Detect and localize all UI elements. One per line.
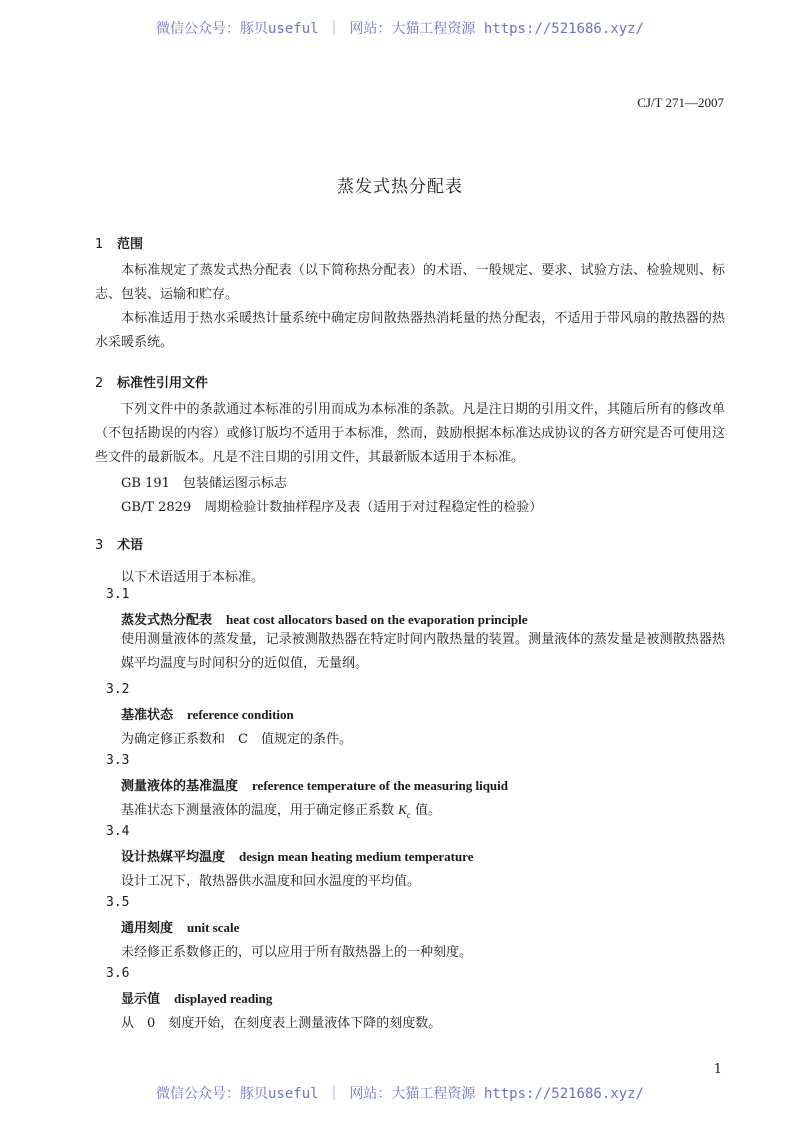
section-number: 2 [95, 376, 104, 391]
term-definition: 设计工况下，散热器供水温度和回水温度的平均值。 [121, 874, 421, 889]
symbol-k: K [398, 802, 407, 817]
section-title: 标准性引用文件 [117, 376, 209, 391]
document-title: 蒸发式热分配表 [337, 177, 463, 197]
term-chinese: 显示值 [121, 992, 161, 1007]
definition-text: 基准状态下测量液体的温度，用于确定修正系数 [121, 803, 395, 818]
section-3-intro: 以下术语适用于本标准。 [121, 570, 265, 585]
page-number: 1 [713, 1062, 722, 1077]
term-heading [121, 988, 272, 1007]
clause-number: 3.6 [106, 966, 130, 981]
term-chinese: 基准状态 [121, 708, 174, 723]
reference-gb191: GB 191 包装储运图示标志 [121, 476, 287, 491]
term-definition: 使用测量液体的蒸发量，记录被测散热器在特定时间内散热量的装置。测量液体的蒸发量是被测散热器热媒平均温度与时间积分的近似值，无量纲。 [121, 632, 725, 671]
term-chinese: 测量液体的基准温度 [121, 779, 239, 794]
term-definition: 未经修正系数修正的，可以应用于所有散热器上的一种刻度。 [121, 945, 473, 960]
section-2-paragraph-1: 下列文件中的条款通过本标准的引用而成为本标准的条款。凡是注日期的引用文件，其随后所有的修改单（不包括勘误的内容）或修订版均不适用于本标准，然而，鼓励根据本标准达成协议的各方研究是否可使用这些文件的最新版本。凡是不注日期的引用文件，其最新版本适用于本标准。 [95, 402, 725, 465]
term-heading [121, 704, 294, 723]
term-definition: 从 0 刻度开始，在刻度表上测量液体下降的刻度数。 [121, 1016, 442, 1031]
reference-gbt2829: GB/T 2829 周期检验计数抽样程序及表（适用于对过程稳定性的检验） [121, 500, 543, 515]
section-number: 1 [95, 237, 104, 252]
clause-number: 3.1 [106, 587, 130, 602]
section-2-heading [95, 372, 208, 391]
term-english: heat cost allocators based on the evaporation principle [226, 612, 528, 627]
clause-number: 3.3 [106, 753, 130, 768]
clause-number: 3.5 [106, 895, 130, 910]
term-heading [121, 917, 239, 936]
standard-number: CJ/T 271—2007 [637, 95, 724, 110]
term-english: displayed reading [174, 991, 273, 1006]
section-1-paragraph-1: 本标准规定了蒸发式热分配表（以下简称热分配表）的术语、一般规定、要求、试验方法、检验规则、标志、包装、运输和贮存。 [95, 263, 725, 302]
term-chinese: 蒸发式热分配表 [121, 613, 213, 628]
clause-number: 3.4 [106, 824, 130, 839]
term-heading [121, 609, 528, 628]
term-english: unit scale [187, 920, 240, 935]
term-definition: 为确定修正系数和 C 值规定的条件。 [121, 732, 352, 747]
term-heading [121, 846, 473, 865]
term-heading [121, 775, 508, 794]
symbol-subscript: c [406, 809, 411, 820]
section-number: 3 [95, 538, 104, 553]
term-english: reference condition [187, 707, 294, 722]
section-1-paragraph-2: 本标准适用于热水采暖热计量系统中确定房间散热器热消耗量的热分配表，不适用于带风扇的散热器的热水采暖系统。 [95, 311, 725, 350]
term-english: design mean heating medium temperature [239, 849, 474, 864]
top-watermark: 微信公众号：豚贝useful ｜ 网站：大猫工程资源 https://521686.xyz/ [155, 21, 644, 37]
section-3-heading [95, 534, 143, 553]
definition-text: 值。 [414, 803, 441, 818]
section-1-heading [95, 233, 143, 252]
term-definition [121, 799, 441, 821]
bottom-watermark: 微信公众号：豚贝useful ｜ 网站：大猫工程资源 https://521686.xyz/ [155, 1086, 644, 1102]
section-title: 术语 [117, 538, 144, 553]
term-chinese: 通用刻度 [121, 921, 174, 936]
clause-number: 3.2 [106, 682, 130, 697]
term-english: reference temperature of the measuring liquid [252, 778, 508, 793]
section-title: 范围 [117, 237, 144, 252]
term-chinese: 设计热媒平均温度 [121, 850, 226, 865]
